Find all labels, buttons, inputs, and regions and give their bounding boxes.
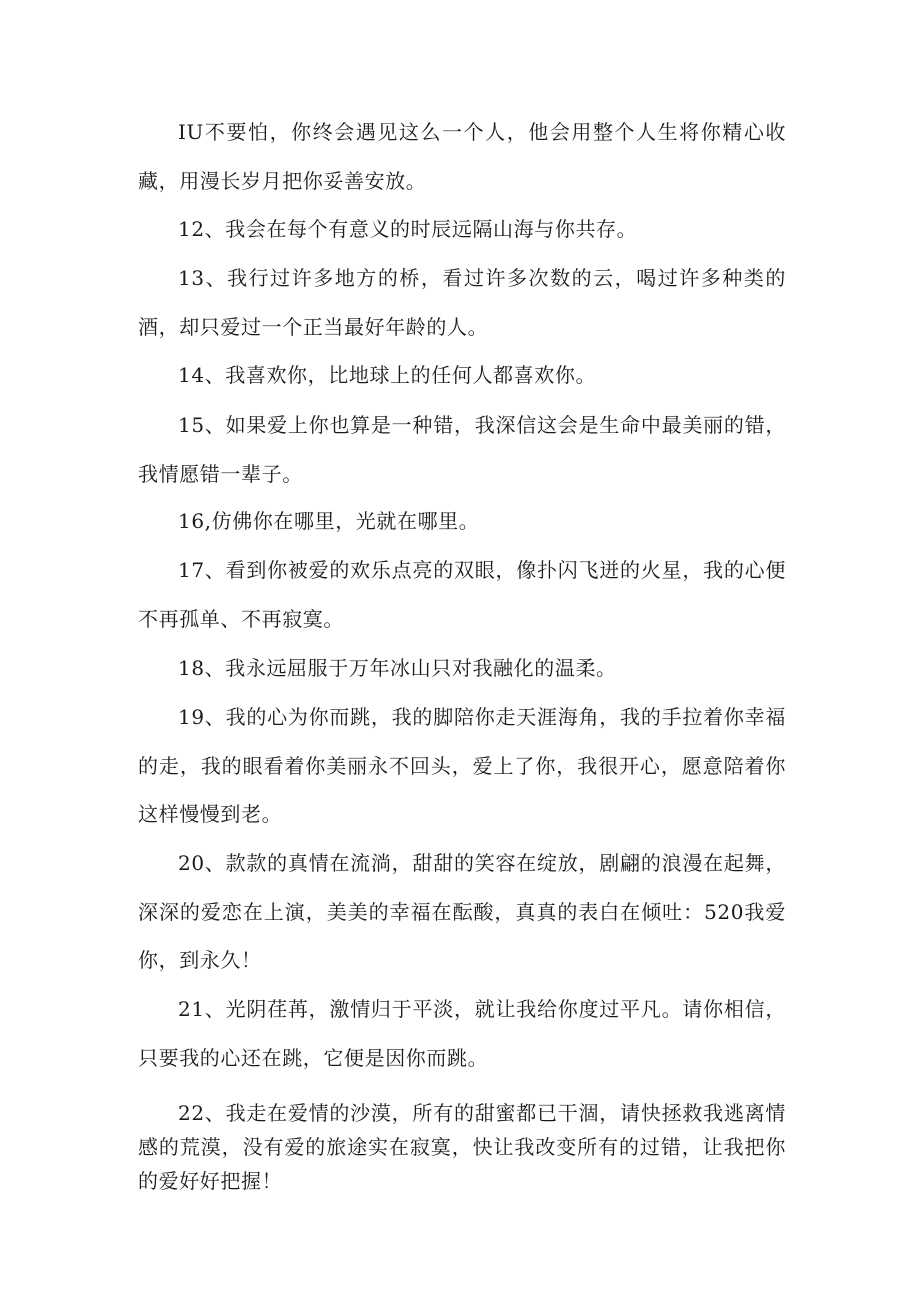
paragraph-15: 15、如果爱上你也算是一种错，我深信这会是生命中最美丽的错，我情愿错一辈子。	[138, 413, 786, 486]
paragraph-20: 20、款款的真情在流淌，甜甜的笑容在绽放，剧翩的浪漫在起舞，深深的爱恋在上演，美美的幸福在酝酸，真真的表白在倾吐：520我爱你，到永久！	[138, 851, 786, 972]
paragraph-13: 13、我行过许多地方的桥，看过许多次数的云，喝过许多种类的酒，却只爱过一个正当最好年龄的人。	[138, 266, 786, 339]
paragraph-19: 19、我的心为你而跳，我的脚陪你走天涯海角，我的手拉着你幸福的走，我的眼看着你美丽永不回头，爱上了你，我很开心，愿意陪着你这样慢慢到老。	[138, 705, 786, 826]
paragraph-12: 12、我会在每个有意义的时辰远隔山海与你共存。	[178, 217, 638, 241]
paragraph-16: 16,仿佛你在哪里，光就在哪里。	[178, 509, 480, 533]
paragraph-intro: IU不要怕，你终会遇见这么一个人，他会用整个人生将你精心收藏，用漫长岁月把你妥善安放。	[138, 120, 786, 193]
paragraph-21: 21、光阴荏苒，激情归于平淡，就让我给你度过平凡。请你相信，只要我的心还在跳，它便是因你而跳。	[138, 997, 786, 1070]
paragraph-22: 22、我走在爱情的沙漠，所有的甜蜜都已干涸，请快拯救我逃离情感的荒漠，没有爱的旅途实在寂寞，快让我改变所有的过错，让我把你的爱好好把握！	[138, 1101, 786, 1193]
paragraph-17: 17、看到你被爱的欢乐点亮的双眼，像扑闪飞迸的火星，我的心便不再孤单、不再寂寞。	[138, 558, 786, 631]
paragraph-14: 14、我喜欢你，比地球上的任何人都喜欢你。	[178, 363, 597, 387]
paragraph-18: 18、我永远屈服于万年冰山只对我融化的温柔。	[178, 656, 617, 680]
